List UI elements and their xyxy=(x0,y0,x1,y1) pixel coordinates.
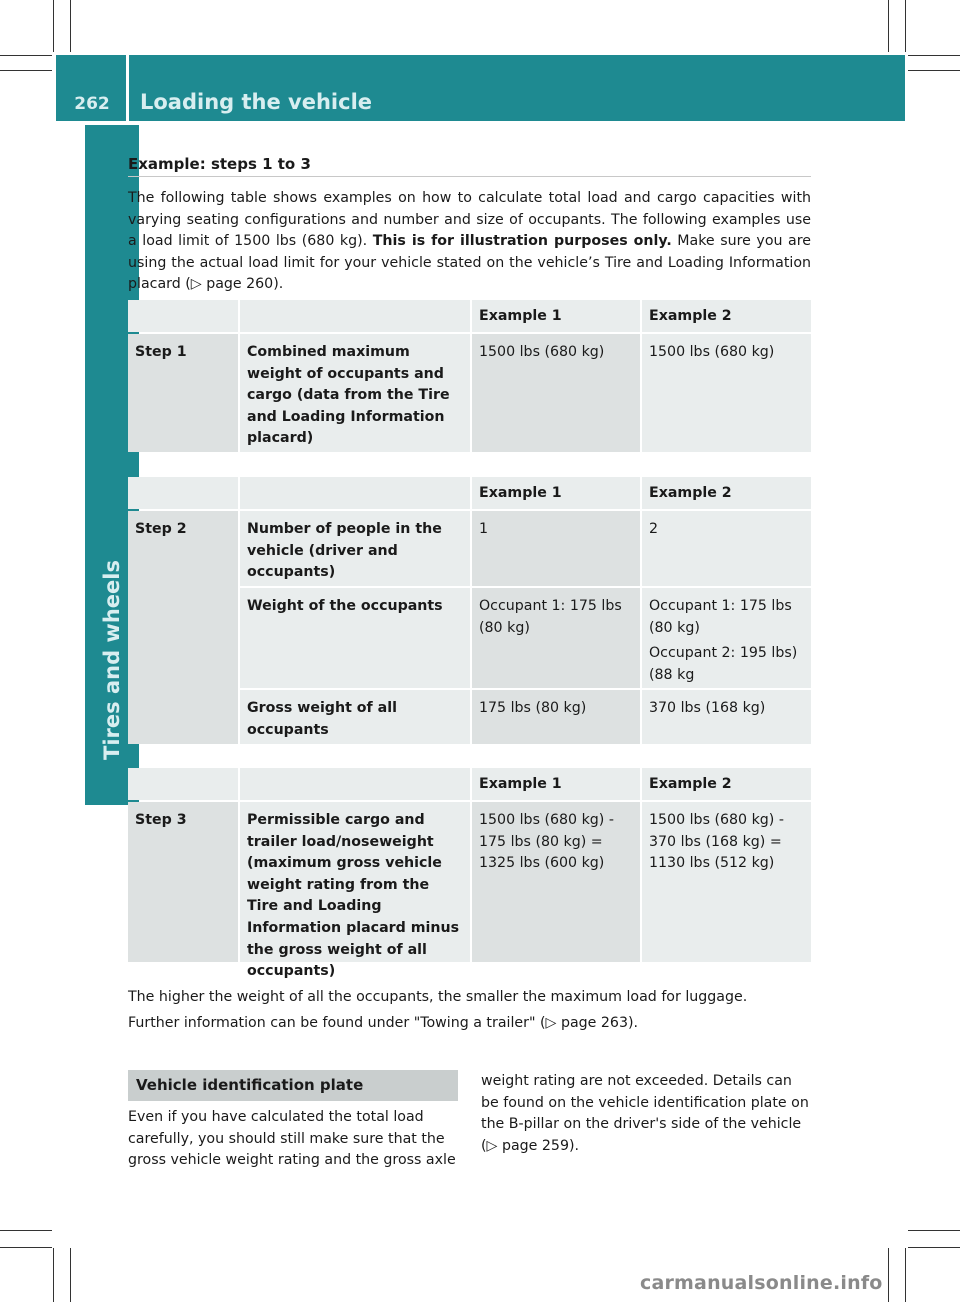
crop-mark xyxy=(0,1230,52,1231)
section-rule xyxy=(128,176,811,177)
table-header-cell xyxy=(128,768,238,800)
plate-text-right: weight rating are not exceeded. Details can be found on the vehicle identification plate on the B-pillar on the driver's side of the vehicle (▷ page 259). xyxy=(481,1073,809,1154)
step-label: Step 3 xyxy=(128,802,238,962)
row-description: Permissible cargo and trailer load/noseweight (maximum gross vehicle weight rating from the Tire and Loading Information placard minus the gross weight of all occupants) xyxy=(240,802,470,962)
table-header-example1: Example 1 xyxy=(472,300,640,332)
crop-mark xyxy=(53,1248,54,1302)
crop-mark xyxy=(888,0,889,52)
row-example1: 175 lbs (80 kg) xyxy=(472,690,640,744)
row-description: Number of people in the vehicle (driver and occupants) xyxy=(240,511,470,586)
plate-text-left: Even if you have calculated the total load carefully, you should still make sure that the gross vehicle weight rating and the gross axle xyxy=(128,1109,456,1169)
row-example2: 370 lbs (168 kg) xyxy=(642,690,811,744)
header-divider xyxy=(126,55,129,121)
crop-mark xyxy=(0,55,52,56)
table-header-cell xyxy=(240,300,470,332)
step3-table xyxy=(128,768,811,980)
step-label: Step 1 xyxy=(128,334,238,452)
row-example2-cell xyxy=(642,588,811,688)
row-description: Combined maximum weight of occupants and cargo (data from the Tire and Loading Information placard) xyxy=(240,334,470,452)
row-example1: 1 xyxy=(472,511,640,586)
crop-mark xyxy=(0,1247,52,1248)
note-luggage: The higher the weight of all the occupants, the smaller the maximum load for luggage. xyxy=(128,989,748,1005)
watermark: carmanualsonline.info xyxy=(640,1272,883,1294)
crop-mark xyxy=(70,1248,71,1302)
table-header-cell xyxy=(240,477,470,509)
row-description: Gross weight of all occupants xyxy=(240,690,470,744)
step-label: Step 2 xyxy=(128,511,238,744)
row-example1: 1500 lbs (680 kg) xyxy=(472,334,640,452)
page-number: 262 xyxy=(74,94,110,114)
crop-mark xyxy=(905,0,906,52)
row-example2: Occupant 1: 175 lbs (80 kg) xyxy=(649,598,792,636)
subsection-heading: Vehicle identification plate xyxy=(128,1070,458,1101)
intro-bold: This is for illustration purposes only. xyxy=(372,233,672,250)
crop-mark xyxy=(908,1247,960,1248)
row-description: Weight of the occupants xyxy=(240,588,470,688)
row-example2: 1500 lbs (680 kg) - 370 lbs (168 kg) = 1130 lbs (512 kg) xyxy=(642,802,811,962)
chapter-title: Loading the vehicle xyxy=(140,90,373,114)
row-example2: 2 xyxy=(642,511,811,586)
intro-paragraph xyxy=(128,188,811,296)
crop-mark xyxy=(908,70,960,71)
table-header-cell xyxy=(240,768,470,800)
crop-mark xyxy=(908,55,960,56)
table-header-example2: Example 2 xyxy=(642,477,811,509)
section-heading: Example: steps 1 to 3 xyxy=(128,155,311,173)
table-header-cell xyxy=(128,477,238,509)
crop-mark xyxy=(70,0,71,52)
row-example1: 1500 lbs (680 kg) - 175 lbs (80 kg) = 1325 lbs (600 kg) xyxy=(472,802,640,962)
side-tab-label: Tires and wheels xyxy=(100,560,124,760)
crop-mark xyxy=(908,1230,960,1231)
intro-text-2: Make sure you are using the actual load limit for your vehicle stated on the vehicle’s Tire and Loading Information placard (▷ page 260). xyxy=(128,233,811,293)
row-example2-extra: Occupant 2: 195 lbs) (88 kg xyxy=(649,645,798,683)
step1-table xyxy=(128,300,811,452)
crop-mark xyxy=(0,70,52,71)
crop-mark xyxy=(53,0,54,52)
table-header-example1: Example 1 xyxy=(472,477,640,509)
row-example1: Occupant 1: 175 lbs (80 kg) xyxy=(472,588,640,688)
crop-mark xyxy=(905,1248,906,1302)
crop-mark xyxy=(888,1248,889,1302)
table-header-example1: Example 1 xyxy=(472,768,640,800)
table-header-example2: Example 2 xyxy=(642,300,811,332)
table-header-example2: Example 2 xyxy=(642,768,811,800)
intro-text-1: The following table shows examples on how to calculate total load and cargo capacities with varying seating configurations and number and size of occupants. The following examples use a load limit of 1500 lbs (680 kg). xyxy=(128,190,811,250)
note-towing: Further information can be found under "Towing a trailer" (▷ page 263). xyxy=(128,1015,639,1031)
step2-table xyxy=(128,477,811,744)
row-example2: 1500 lbs (680 kg) xyxy=(642,334,811,452)
table-header-cell xyxy=(128,300,238,332)
